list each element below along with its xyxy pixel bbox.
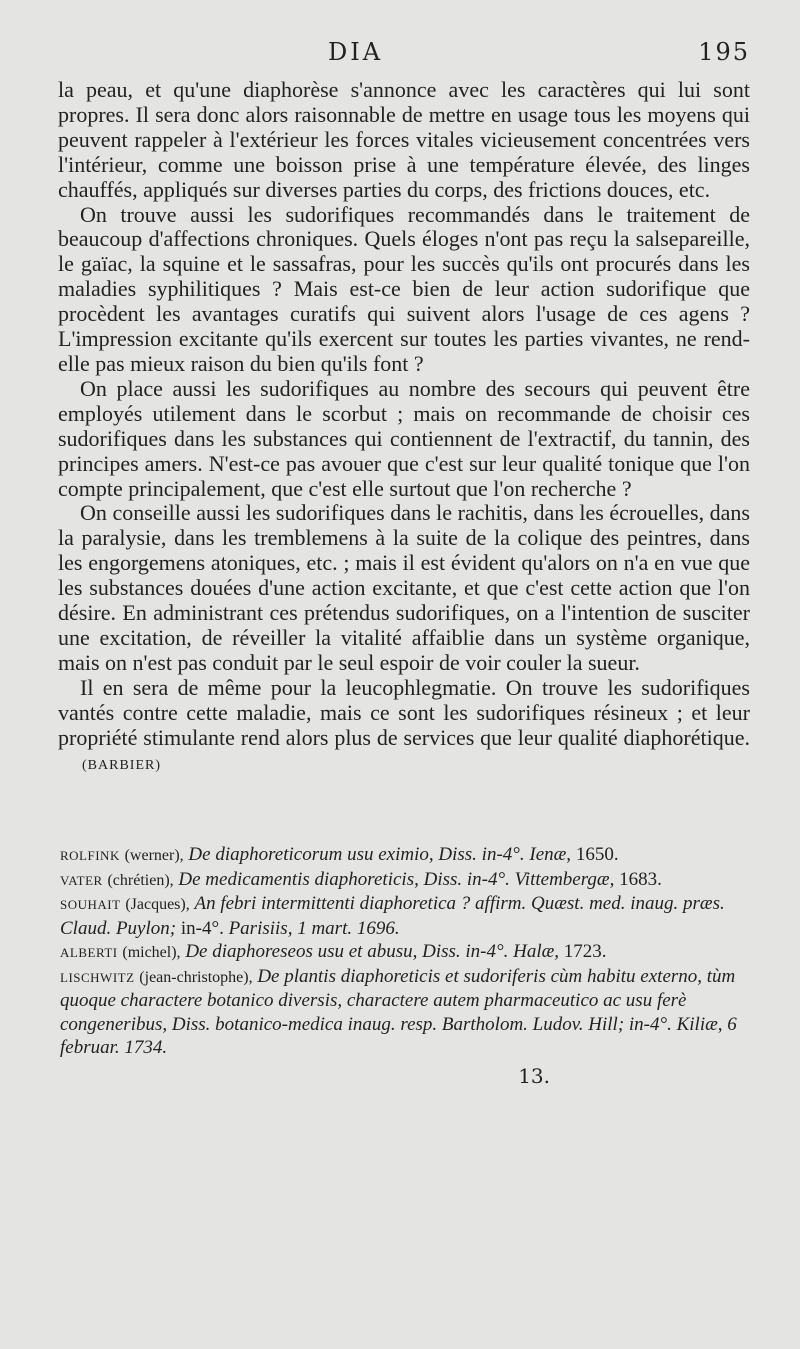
reference-entry: ALBERTI (michel), De diaphoreseos usu et abusu, Diss. in-4°. Halæ, 1723. bbox=[60, 941, 607, 963]
author-signature: (BARBIER) bbox=[82, 758, 161, 774]
running-title: DIA bbox=[328, 38, 384, 66]
paragraph: On trouve aussi les sudorifiques recommandés dans le traitement de beaucoup d'affections chroniques. Quels éloges n'ont pas reçu la salsepareille, le gaïac, la squine et le sassafras, pour les succès qu'ils ont procurés dans les maladies syphilitiques ? Mais est-ce bien de leur action sudorifique que procèdent les avantages curatifs qui suivent alors l'usage de ces agens ? L'impression excitante qu'ils exercent sur toutes les parties vivantes, ne rend-elle pas mieux raison du bien qu'ils font ? bbox=[58, 201, 750, 376]
reference-entry: SOUHAIT (Jacques), An febri intermittenti diaphoretica ? affirm. Quæst. med. inaug. præs. Claud. Puylon; in-4°. Parisiis, 1 mart. 1696. bbox=[60, 893, 725, 939]
paragraph-text: Il en sera de même pour la leucophlegmatie. On trouve les sudorifiques vantés contre cette maladie, mais ce sont les sudorifiques résineux ; et leur propriété stimulante rend alors plus de services que leur qualité diaphorétique. bbox=[58, 674, 750, 750]
body-text bbox=[58, 78, 750, 779]
ref-author: ALBERTI bbox=[60, 945, 118, 961]
page-number: 195 bbox=[698, 38, 750, 66]
ref-author: SOUHAIT bbox=[60, 897, 121, 913]
ref-author: ROLFINK bbox=[60, 848, 120, 864]
bibliography bbox=[58, 843, 750, 1060]
running-header bbox=[58, 38, 750, 78]
signature-mark: 13. bbox=[518, 1063, 550, 1088]
ref-author: LISCHWITZ bbox=[60, 969, 135, 985]
reference-entry: ROLFINK (werner), De diaphoreticorum usu eximio, Diss. in-4°. Ienæ, 1650. bbox=[60, 844, 619, 866]
reference-entry: VATER (chrétien), De medicamentis diaphoreticis, Diss. in-4°. Vittembergæ, 1683. bbox=[60, 868, 662, 890]
paragraph: On place aussi les sudorifiques au nombre des secours qui peuvent être employés utilement dans le scorbut ; mais on recommande de choisir ces sudorifiques dans les substances qui contiennent de l'extractif, du tannin, des principes amers. N'est-ce pas avouer que c'est sur leur qualité tonique que l'on compte principalement, que c'est elle surtout que l'on recherche ? bbox=[58, 375, 750, 501]
paragraph: la peau, et qu'une diaphorèse s'annonce avec les caractères qui lui sont propres. Il sera donc alors raisonnable de mettre en usage tous les moyens qui peuvent rappeler à l'extérieur les forces vitales vicieusement concentrées vers l'intérieur, comme une boisson prise à une température élevée, des linges chauffés, appliqués sur diverses parties du corps, des frictions douces, etc. bbox=[58, 77, 750, 202]
paragraph: On conseille aussi les sudorifiques dans le rachitis, dans les écrouelles, dans la paralysie, dans les tremblemens à la suite de la colique des peintres, dans les engorgemens atoniques, etc. ; mais il est évident qu'alors on n'a en vue que les substances douées d'une action excitante, et que c'est cette action que l'on désire. En administrant ces prétendus sudorifiques, on a l'intention de susciter une excitation, de réveiller la vitalité affaiblie dans un système organique, mais on n'est pas conduit par le seul espoir de voir couler la sueur. bbox=[58, 500, 750, 675]
ref-author: VATER bbox=[60, 872, 103, 888]
reference-entry: LISCHWITZ (jean-christophe), De plantis diaphoreticis et sudoriferis cùm habitu externo, tùm quoque charactere botanico diversis, charactere autem pharmaceutico ac usu ferè congeneribus, Diss. botanico-medica inaug. resp. Bartholom. Ludov. Hill; in-4°. Kiliæ, 6 februar. 1734. bbox=[60, 965, 737, 1059]
paragraph bbox=[58, 676, 750, 780]
